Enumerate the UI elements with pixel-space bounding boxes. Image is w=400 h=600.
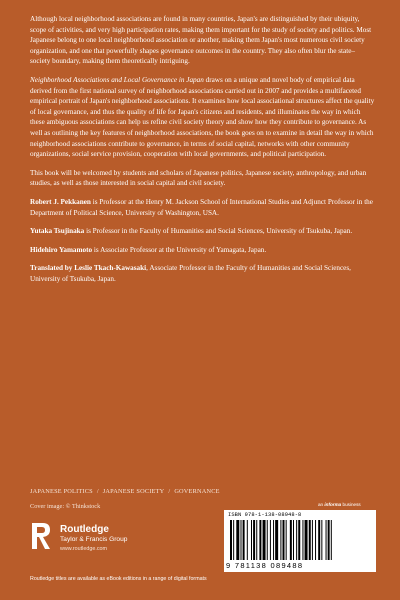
author-name: Yutaka Tsujinaka bbox=[30, 227, 85, 236]
author-bio bbox=[30, 226, 375, 237]
informa-suffix: business bbox=[341, 502, 361, 507]
description-paragraph-2 bbox=[30, 75, 375, 160]
translator-bio-text: , Associate Professor in the Faculty of Humanities and Social Sciences, University of Tsukuba, Japan. bbox=[30, 264, 351, 283]
book-title: Neighborhood Associations and Local Governance in Japan bbox=[30, 75, 204, 84]
author-bio bbox=[30, 245, 375, 256]
publisher-group: Taylor & Francis Group bbox=[60, 536, 128, 543]
barcode-number: 9 781138 089488 bbox=[226, 561, 304, 570]
isbn-label: ISBN 978-1-138-08948-8 bbox=[228, 512, 302, 518]
author-bio-text: is Associate Professor at the University of Yamagata, Japan. bbox=[92, 245, 267, 254]
subject-category: JAPANESE SOCIETY bbox=[102, 488, 165, 495]
subject-category: GOVERNANCE bbox=[174, 488, 220, 495]
translator-bio bbox=[30, 263, 375, 284]
barcode bbox=[224, 510, 376, 572]
author-bio bbox=[30, 197, 375, 218]
subject-category: JAPANESE POLITICS bbox=[30, 488, 93, 495]
subject-separator: / bbox=[96, 488, 99, 495]
description-paragraph-2-text: draws on a unique and novel body of empirical data derived from the first national survey of neighborhood associations carried out in 2007 and provides a multifaceted empirical portrait of Japan's neighborhood associations. It examines how local associational structures affect the quality of local governance, and thus the quality of life for Japan's citizens and residents, and illuminates the way in which these ambiguous associations can help us refine civil society theory and show how they contribute to governance. As well as outlining the key features of neighborhood associations, the book goes on to examine in detail the way in which neighborhood associations contribute to governance, in terms of social capital, networks with other community organizations, social service provision, cooperation with local governments, and political participation. bbox=[30, 75, 375, 159]
cover-image-credit: Cover image: © Thinkstock bbox=[30, 503, 101, 510]
author-name: Robert J. Pekkanen bbox=[30, 197, 91, 206]
ebook-availability-note: Routledge titles are available as eBook editions in a range of digital formats bbox=[30, 576, 207, 582]
informa-tagline bbox=[318, 502, 361, 507]
barcode-bars-icon bbox=[230, 520, 370, 560]
author-name: Hidehiro Yamamoto bbox=[30, 245, 93, 254]
author-bio-text: is Professor in the Faculty of Humanities and Social Sciences, University of Tsukuba, Japan. bbox=[84, 227, 353, 236]
publisher-block bbox=[30, 521, 180, 563]
translator-name: Translated by Leslie Tkach-Kawasaki bbox=[30, 264, 147, 273]
back-cover-text bbox=[30, 14, 375, 292]
description-paragraph-3: This book will be welcomed by students and scholars of Japanese politics, Japanese society, anthropology, and urban studies, as well as those interested in social capital and civil society. bbox=[30, 168, 367, 188]
subject-separator: / bbox=[168, 488, 171, 495]
informa-prefix: an bbox=[318, 502, 325, 507]
publisher-url[interactable]: www.routledge.com bbox=[60, 546, 108, 552]
routledge-r-logo-icon bbox=[30, 521, 52, 551]
publisher-name: Routledge bbox=[60, 524, 109, 535]
description-paragraph-1: Although local neighborhood associations are found in many countries, Japan's are distinguished by their ubiquity, scope of activities, and very high participation rates, making them important for the study of society and politics. Most Japanese belong to one local neighborhood association or another, making them Japan's most numerous civil society organization, and one that powerfully shapes governance outcomes in the country. They also often blur the state–society boundary, making them theoretically intriguing. bbox=[30, 15, 372, 66]
author-bio-text: is Professor at the Henry M. Jackson School of International Studies and Adjunct Professor in the Department of Political Science, University of Washington, USA. bbox=[30, 197, 373, 217]
informa-brand: informa bbox=[324, 502, 342, 507]
subject-categories bbox=[30, 488, 220, 495]
